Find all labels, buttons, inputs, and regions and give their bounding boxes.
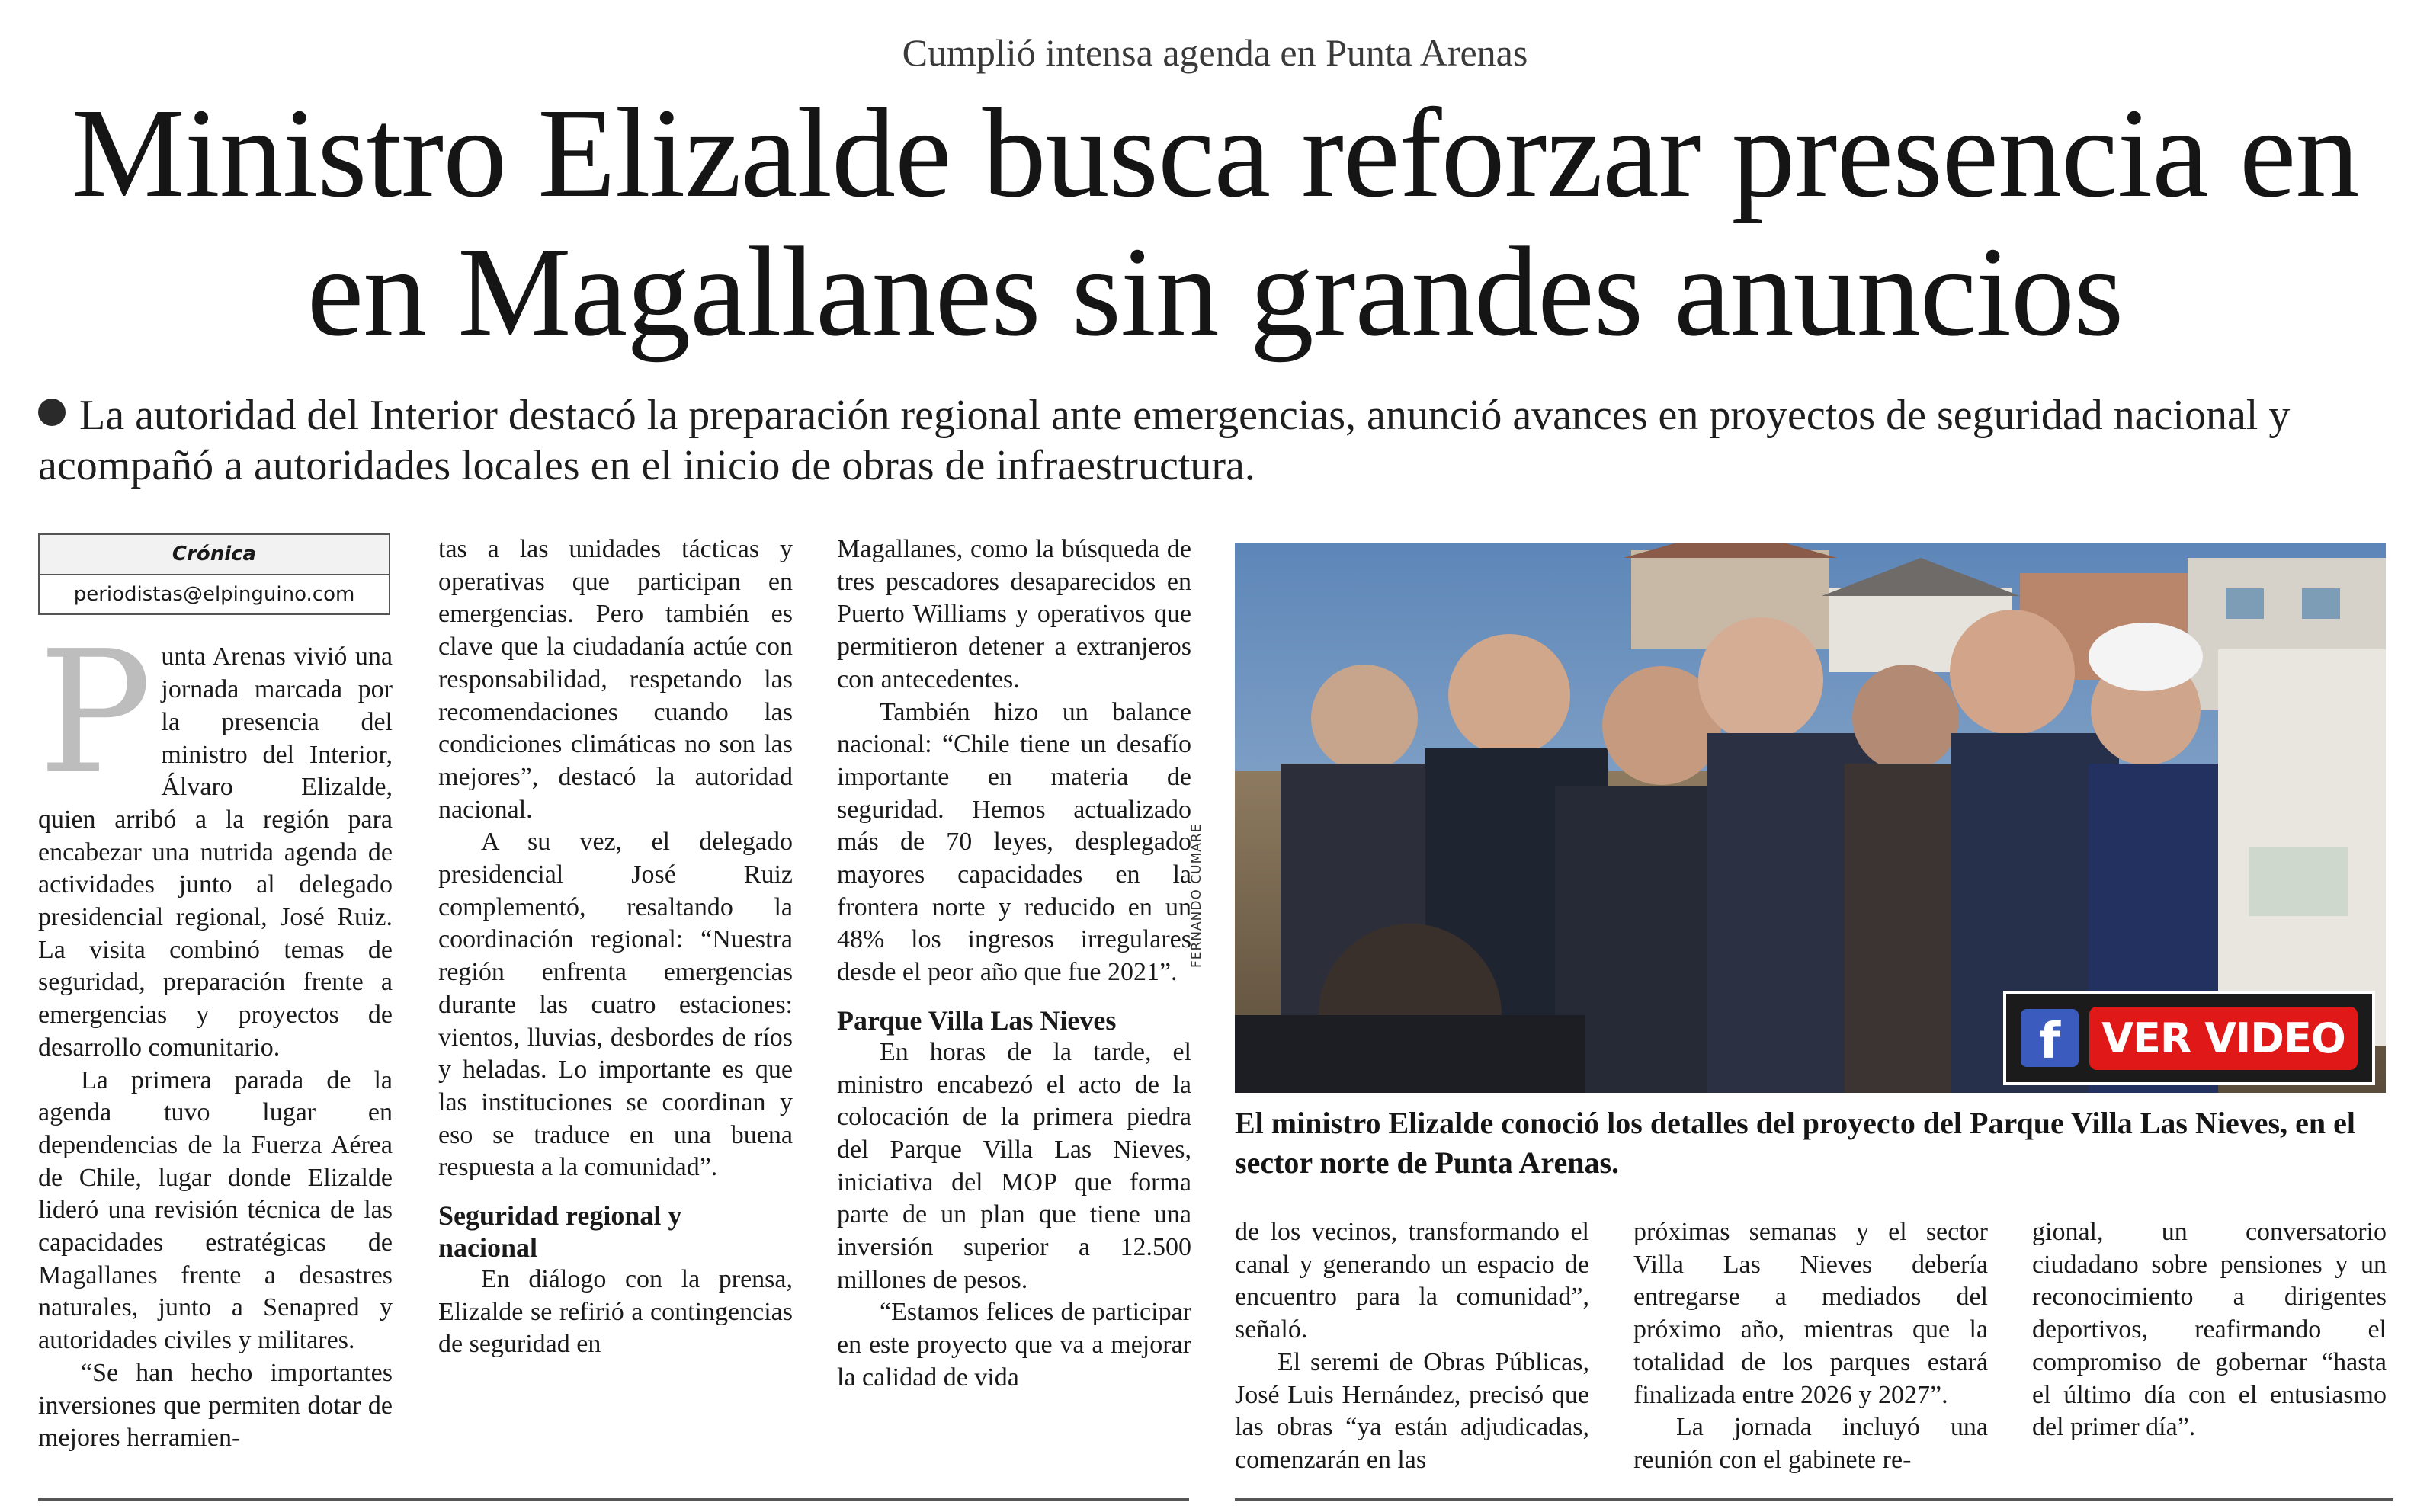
bullet-icon <box>38 399 66 426</box>
paragraph: En horas de la tarde, el ministro encabezó el acto de la colocación de la primera piedra del Parque Villa Las Nieves, iniciativa del MOP que forma parte de un plan que tiene una inversión superior a 12.500 millones de pesos. <box>837 1037 1191 1294</box>
paragraph: gional, un conversatorio ciudadano sobre pensiones y un reconocimiento a dirigentes deportivos, reafirmando el compromiso de gobernar “hasta el último día con el entusiasmo del primer día”. <box>2032 1218 2387 1442</box>
headline: Ministro Elizalde busca reforzar presencia en en Magallanes sin grandes anuncios <box>71 82 2359 363</box>
drop-cap: P <box>38 615 152 812</box>
byline-email[interactable]: periodistas@elpinguino.com <box>73 582 355 606</box>
lede <box>38 390 2393 491</box>
byline-box <box>38 533 390 615</box>
lede-text: La autoridad del Interior destacó la preparación regional ante emergencias, anunció avances en proyectos de seguridad nacional y acompañó a autoridades locales en el inicio de obras de infraestructura. <box>38 392 2291 489</box>
paragraph: También hizo un balance nacional: “Chile tiene un desafío importante en materia de seguridad. Hemos actualizado más de 70 leyes, desplegado mayores capacidades en la frontera norte y reducido en un 48% los ingresos irregulares desde el peor año que fue 2021”. <box>837 697 1191 987</box>
article-column-4 <box>1235 1216 1589 1477</box>
photo-caption: El ministro Elizalde conoció los detalles del proyecto del Parque Villa Las Nieves, en el sector norte de Punta Arenas. <box>1235 1106 2355 1180</box>
article-column-1 <box>38 533 393 1455</box>
kicker: Cumplió intensa agenda en Punta Arenas <box>902 31 1528 74</box>
paragraph: próximas semanas y el sector Villa Las Nieves debería entregarse a mediados del próximo año, mientras que la totalidad de los parques estará finalizada entre 2026 y 2027”. <box>1633 1218 1988 1409</box>
paragraph: “Se han hecho importantes inversiones que permiten dotar de mejores herramien- <box>38 1358 393 1453</box>
paragraph: Magallanes, como la búsqueda de tres pescadores desaparecidos en Puerto Williams y operativos que permitieron detener a extranjeros con antecedentes. <box>837 535 1191 694</box>
article-column-2 <box>438 533 793 1361</box>
paragraph: “Estamos felices de participar en este proyecto que va a mejorar la calidad de vida <box>837 1298 1191 1392</box>
paragraph: tas a las unidades tácticas y operativas que participan en emergencias. Pero también es clave que la ciudadanía actúe con responsabilidad, respetando las recomendaciones cuando las condiciones climáticas no son las mejores”, destacó la autoridad nacional. <box>438 535 793 824</box>
paragraph: A su vez, el delegado presidencial José Ruiz complementó, resaltando la coordinación regional: “Nuestra región enfrenta emergencias durante las cuatro estaciones: vientos, lluvias, desbordes de ríos y heladas. Lo importante es que las instituciones se coordinan y eso se traduce en una buena respuesta a la comunidad”. <box>438 828 793 1182</box>
paragraph: La primera parada de la agenda tuvo lugar en dependencias de la Fuerza Aérea de Chile, lugar donde Elizalde lideró una revisión técnica de las capacidades estratégicas de Magallanes frente a desastres naturales, junto a Senapred y autoridades civiles y militares. <box>38 1065 393 1355</box>
subheading: Seguridad regional y nacional <box>438 1200 682 1264</box>
article-column-6 <box>2032 1216 2387 1444</box>
facebook-icon: f <box>2021 1009 2079 1067</box>
paragraph: de los vecinos, transformando el canal y generando un espacio de encuentro para la comunidad”, señaló. <box>1235 1218 1589 1344</box>
divider <box>38 1498 1189 1501</box>
divider <box>1235 1498 2393 1501</box>
paragraph: La jornada incluyó una reunión con el gabinete re- <box>1633 1413 1988 1474</box>
paragraph: En diálogo con la prensa, Elizalde se refirió a contingencias de seguridad en <box>438 1265 793 1359</box>
article-column-3 <box>837 533 1191 1395</box>
ver-video-label: VER VIDEO <box>2089 1007 2358 1070</box>
byline-section: Crónica <box>40 535 389 575</box>
subheading: Parque Villa Las Nieves <box>837 1004 1117 1036</box>
photo-credit: FERNANDO CUMARE <box>1189 823 1204 968</box>
article-column-5 <box>1633 1216 1988 1477</box>
paragraph: unta Arenas vivió una jornada marcada por la presencia del ministro del Interior, Álvaro Elizalde, quien arribó a la región para encabezar una nutrida agenda de actividades junto al delegado presidencial regional, José Ruiz. La visita combinó temas de seguridad, preparación frente a emergencias y proyectos de desarrollo comunitario. <box>38 642 393 1062</box>
paragraph: El seremi de Obras Públicas, José Luis Hernández, precisó que las obras “ya están adjudicadas, comenzarán en las <box>1235 1347 1589 1474</box>
ver-video-button[interactable] <box>2003 991 2375 1085</box>
